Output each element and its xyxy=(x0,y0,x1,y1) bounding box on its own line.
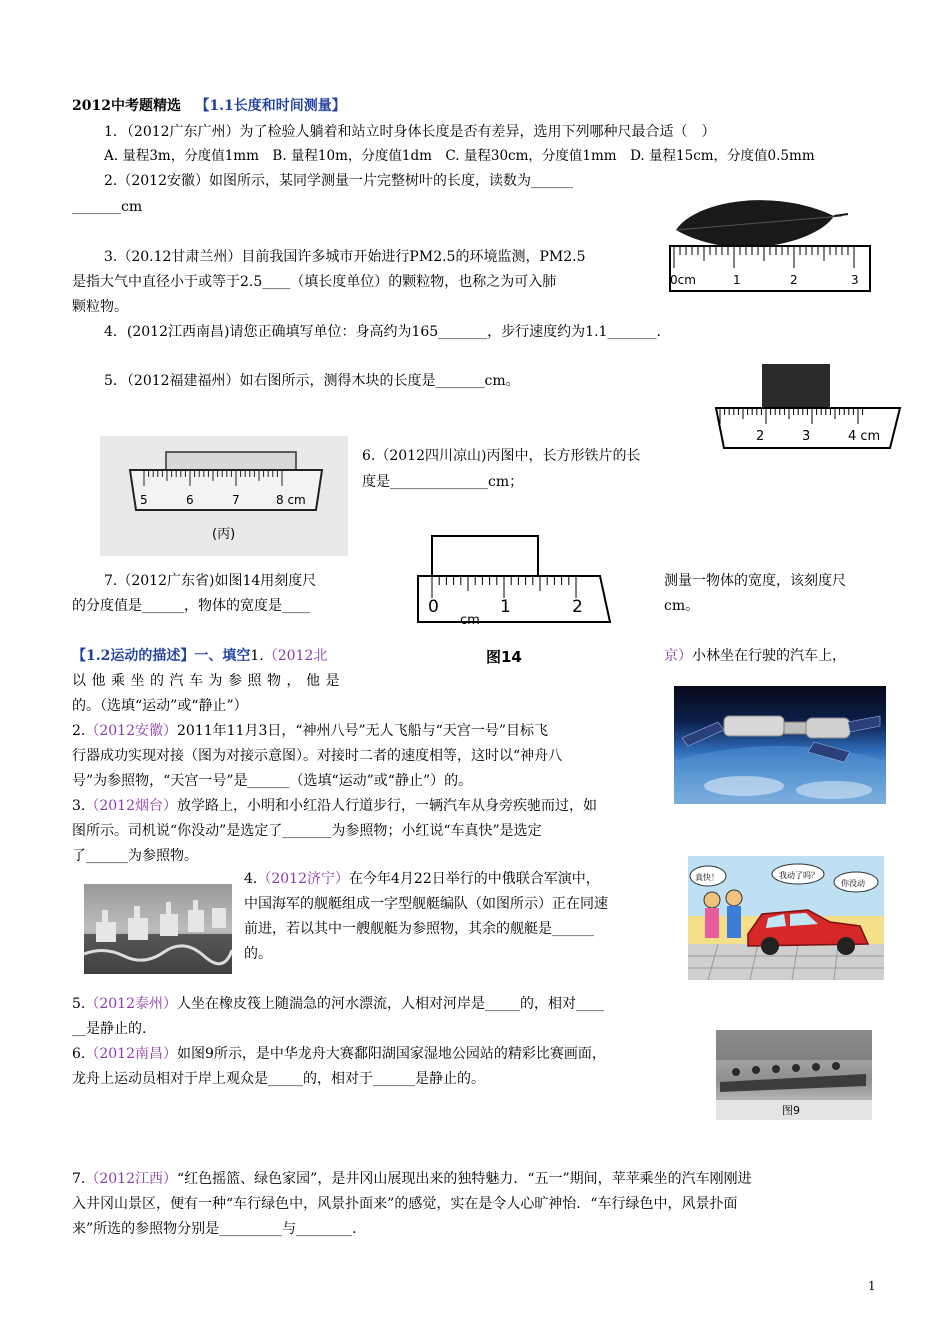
figure-14-caption: 图14 xyxy=(486,648,522,666)
s2q1-num: 1. xyxy=(250,648,264,664)
solar-panel-tip xyxy=(848,716,880,732)
ship xyxy=(96,922,116,942)
ruler-label-3: 3 xyxy=(802,429,811,444)
figure-14 xyxy=(404,530,614,672)
m7-src: （2012江西） xyxy=(85,1171,177,1187)
spacecraft-image xyxy=(674,686,886,804)
m7-text: “红色摇篮、绿色家园”，是井冈山展现出来的独特魅力．“五一”期间，苹苹乘坐的汽车刚刚进 xyxy=(177,1171,752,1187)
leaf-ruler-figure xyxy=(666,186,874,296)
q7-right2: cm。 xyxy=(664,598,700,614)
q2-line1: 2.（2012安徽）如图所示，某同学测量一片完整树叶的长度，读数为______ xyxy=(104,173,573,189)
bing-svg xyxy=(100,436,348,556)
cloud xyxy=(704,776,784,796)
car-wheel xyxy=(837,937,855,955)
child-head xyxy=(704,892,720,908)
figure-9-caption: 图9 xyxy=(782,1104,800,1117)
q3-line2: 是指大气中直径小于或等于2.5____（填长度单位）的颗粒物，也称之为可入肺 xyxy=(72,274,557,290)
m5-src: （2012泰州） xyxy=(85,996,177,1012)
m3-line3: 了______为参照物。 xyxy=(72,848,198,864)
ship-mast xyxy=(102,910,108,924)
child-body xyxy=(705,908,719,938)
warships-svg xyxy=(84,884,232,974)
section-1-title: 【1.1长度和时间测量】 xyxy=(195,98,346,114)
q1-options: A. 量程3m，分度值1mm B. 量程10m，分度值1dm C. 量程30cm，分度值1mm D. 量程15cm，分度值0.5mm xyxy=(104,148,815,164)
ship xyxy=(188,910,204,932)
ship xyxy=(212,908,226,928)
measured-object xyxy=(432,536,538,576)
s2q1-line2: 以他乘坐的汽车为参照物，他是 xyxy=(72,673,345,689)
m3-src: （2012烟台） xyxy=(85,798,177,814)
m2-num: 2. xyxy=(72,723,86,739)
m7-num: 7. xyxy=(72,1171,86,1187)
m3-num: 3. xyxy=(72,798,86,814)
m5-text: 人坐在橡皮筏上随湍急的河水漂流，人相对河岸是_____的，相对____ xyxy=(177,996,604,1012)
page-number: 1 xyxy=(868,1279,876,1293)
dragon-boat xyxy=(720,1074,866,1092)
q3-line1: 3.（20.12甘肃兰州）目前我国许多城市开始进行PM2.5的环境监测，PM2.5 xyxy=(104,249,586,265)
ruler-label-2: 2 xyxy=(790,273,798,287)
dragon-boat-svg xyxy=(716,1030,872,1120)
q7-line1: 7.（2012广东省)如图14用刻度尺 xyxy=(104,573,317,589)
q7-right1: 测量一物体的宽度，该刻度尺 xyxy=(664,573,846,589)
section-2-sub: 一、填空 xyxy=(194,648,251,664)
m2-line3: 号”为参照物，“天宫一号”是______（选填“运动”或“静止”）的。 xyxy=(72,773,473,789)
s2q1-text-a: 小林坐在行驶的汽车上， xyxy=(692,648,846,664)
ruler-label-4cm: 4 cm xyxy=(848,429,881,444)
ruler-label-1: 1 xyxy=(500,597,511,617)
m4-line2: 中国海军的舰艇组成一字型舰艇编队（如图所示）正在同速 xyxy=(244,896,608,912)
solar-panel-left xyxy=(682,722,724,746)
m4-line3: 前进，若以其中一艘舰艇为参照物，其余的舰艇是______ xyxy=(244,921,594,937)
page-title: 2012中考题精选 xyxy=(72,98,181,114)
section-2-line1 xyxy=(72,646,327,666)
m4-num: 4. xyxy=(244,871,258,887)
warships-image xyxy=(84,884,232,974)
ruler-label-0: 0cm xyxy=(670,273,696,287)
q4-text: 4．(2012江西南昌)请您正确填写单位：身高约为165_______，步行速度约为1.1_______. xyxy=(104,324,661,340)
m2-text: 2011年11月3日，“神州八号”无人飞船与“天宫一号”目标飞 xyxy=(177,723,548,739)
m4-line4: 的。 xyxy=(244,946,272,962)
m6-num: 6. xyxy=(72,1046,86,1062)
ship-mast xyxy=(134,906,140,920)
m3-text: 放学路上，小明和小红沿人行道步行，一辆汽车从身旁疾驰而过，如 xyxy=(177,798,597,814)
ruler-label-7: 7 xyxy=(232,493,240,507)
s2q1-src-b: 京） xyxy=(664,648,692,664)
section-2-title: 【1.2运动的描述】 xyxy=(72,648,195,664)
sidewalk xyxy=(688,944,884,980)
rowers xyxy=(732,1062,840,1076)
m6-src: （2012南昌） xyxy=(85,1046,177,1062)
q1-stem: 1．（2012广东广州）为了检验人躺着和站立时身体长度是否有差异，选用下列哪种尺最合适（ ） xyxy=(104,124,716,140)
car-cartoon-image xyxy=(688,856,884,980)
m4-line1 xyxy=(244,869,600,889)
m2-src: （2012安徽） xyxy=(85,723,177,739)
m7-line1 xyxy=(72,1169,752,1189)
iron-sheet xyxy=(166,452,296,470)
header-line xyxy=(72,96,346,116)
rower xyxy=(752,1066,760,1074)
q7-line2: 的分度值是______，物体的宽度是____ xyxy=(72,598,310,614)
q6-line1: 6.（2012四川凉山)丙图中，长方形铁片的长 xyxy=(362,448,641,464)
car-cartoon-svg xyxy=(688,856,884,980)
m2-line2: 行器成功实现对接（图为对接示意图）。对接时二者的速度相等，这时以“神舟八 xyxy=(72,748,563,764)
leaf-stem xyxy=(834,214,848,216)
bubble-text-1: 真快！ xyxy=(695,873,719,882)
m3-line2: 图所示。司机说“你没动”是选定了_______为参照物；小红说“车真快”是选定 xyxy=(72,823,542,839)
bubble-text-2: 我动了吗？ xyxy=(779,871,819,880)
leaf-ruler-svg xyxy=(666,186,874,296)
m5-num: 5. xyxy=(72,996,86,1012)
ship-mast xyxy=(166,902,171,916)
ruler-label-8cm: 8 cm xyxy=(276,493,306,507)
ruler-label-0: 0 xyxy=(428,597,439,617)
m7-line2: 入井冈山景区，便有一种“车行绿色中，风景扑面来”的感觉，实在是令人心旷神怡．“车行绿色中，风景扑面 xyxy=(72,1196,738,1212)
wood-block xyxy=(762,364,830,408)
shenzhou-module xyxy=(806,718,850,738)
bubble-text-3: 你没动 xyxy=(841,879,865,888)
m3-line1 xyxy=(72,796,597,816)
section-2-line1-right xyxy=(664,646,846,666)
block-ruler-figure xyxy=(714,360,902,450)
s2q1-src-a: （2012北 xyxy=(263,648,328,664)
background-crowd xyxy=(716,1030,872,1060)
dragon-boat-image xyxy=(716,1030,872,1120)
child-head xyxy=(726,890,742,906)
m5-line2: __是静止的. xyxy=(72,1021,147,1037)
ruler-label-1: 1 xyxy=(733,273,741,287)
ship xyxy=(160,914,178,936)
m7-line3: 来”所选的参照物分别是_________与________. xyxy=(72,1221,357,1237)
ship xyxy=(128,918,148,940)
q3-line3: 颗粒物。 xyxy=(72,299,128,315)
block-ruler-svg xyxy=(714,360,902,450)
m2-line1 xyxy=(72,721,548,741)
rower xyxy=(832,1062,840,1070)
ruler-label-2: 2 xyxy=(572,597,583,617)
q2-line2: _______cm xyxy=(72,199,143,215)
s2q1-line3: 的。（选填“运动”或“静止”） xyxy=(72,698,248,714)
spacecraft-svg xyxy=(674,686,886,804)
docking-port xyxy=(784,722,806,734)
rower xyxy=(772,1065,780,1073)
ruler-label-2: 2 xyxy=(756,429,765,444)
rower xyxy=(732,1068,740,1076)
q6-line2: 度是______________cm； xyxy=(362,474,524,490)
child-body xyxy=(727,906,741,938)
figure-14-svg xyxy=(404,530,614,672)
m6-text: 如图9所示，是中华龙舟大赛鄱阳湖国家湿地公园站的精彩比赛画面， xyxy=(177,1046,606,1062)
car-wheel xyxy=(761,937,779,955)
bing-caption: (丙) xyxy=(212,527,236,542)
bing-figure xyxy=(100,436,348,556)
m5-line1 xyxy=(72,994,604,1014)
m6-line1 xyxy=(72,1044,606,1064)
rower xyxy=(792,1064,800,1072)
m4-text: 在今年4月22日举行的中俄联合军演中， xyxy=(349,871,600,887)
ruler-label-6: 6 xyxy=(186,493,194,507)
ruler-label-3: 3 xyxy=(851,273,859,287)
cloud xyxy=(796,781,872,799)
m4-src: （2012济宁） xyxy=(257,871,349,887)
q5-text: 5．（2012福建福州）如右图所示，测得木块的长度是_______cm。 xyxy=(104,373,520,389)
m6-line2: 龙舟上运动员相对于岸上观众是_____的，相对于______是静止的。 xyxy=(72,1071,485,1087)
ruler-unit: cm xyxy=(460,613,480,628)
ruler-label-5: 5 xyxy=(140,493,148,507)
ship-mast xyxy=(193,900,198,912)
rower xyxy=(812,1063,820,1071)
tiangong-module xyxy=(724,716,784,736)
